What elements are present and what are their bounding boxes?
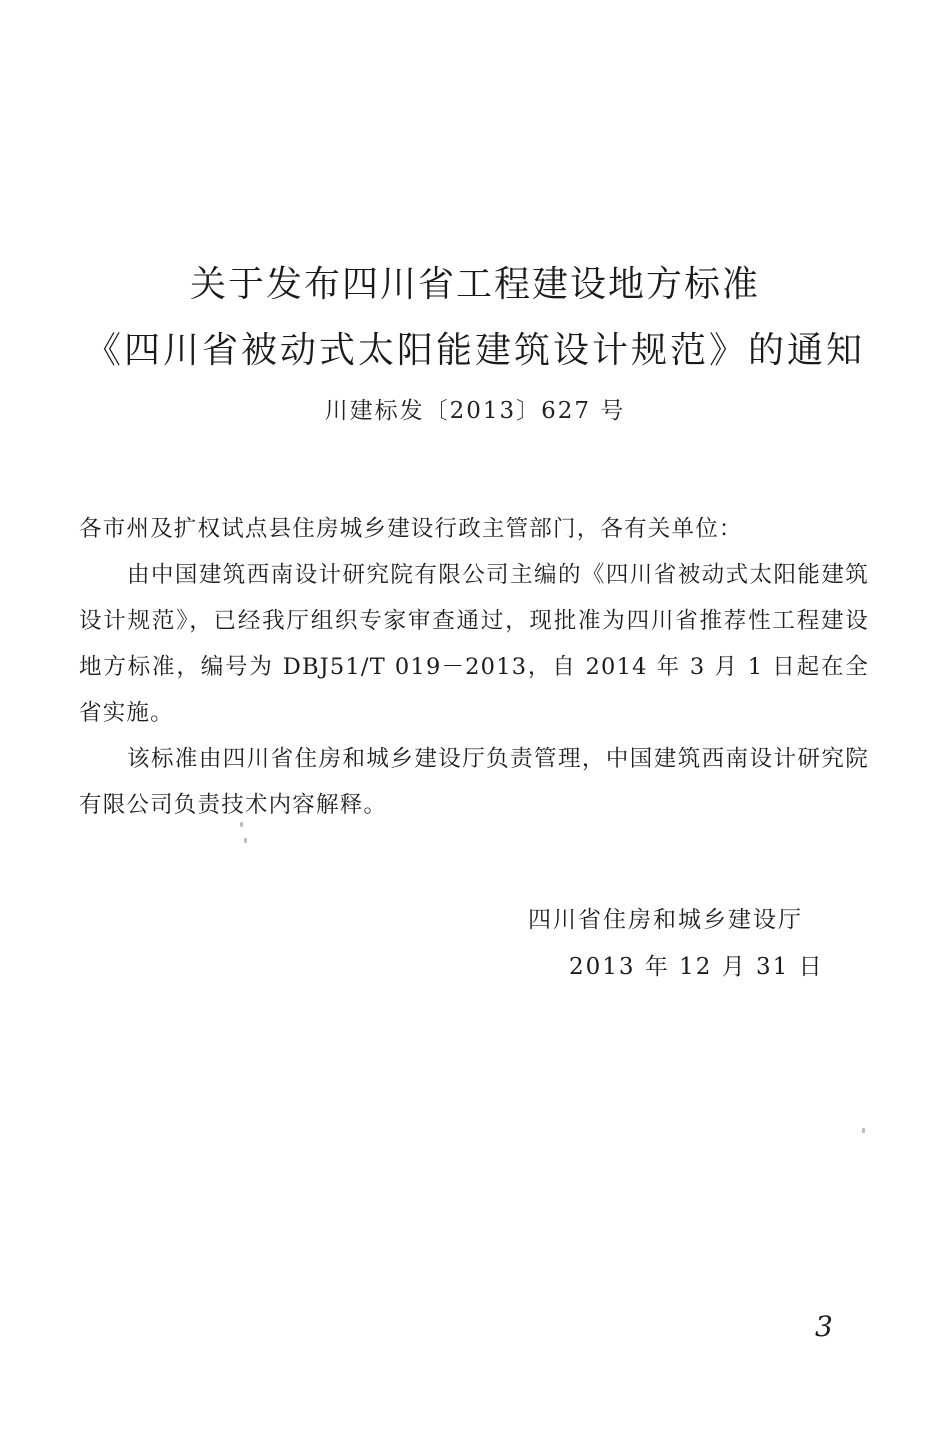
notice-body xyxy=(79,506,869,828)
notice-title-line-1: 关于发布四川省工程建设地方标准 xyxy=(189,264,760,305)
page-number: 3 xyxy=(815,1310,833,1343)
issue-date: 2013 年 12 月 31 日 xyxy=(569,954,824,980)
document-number: 川建标发〔2013〕627 号 xyxy=(324,398,626,424)
paragraph-approval: 由中国建筑西南设计研究院有限公司主编的《四川省被动式太阳能建筑设计规范》，已经我厅组织专家审查通过，现批准为四川省推荐性工程建设地方标准，编号为 DBJ51/T 019－2013，自 2014 年 3 月 1 日起在全省实施。 xyxy=(79,562,869,726)
notice-title-line-2: 《四川省被动式太阳能建筑设计规范》的通知 xyxy=(84,330,865,371)
scan-speck xyxy=(240,822,243,827)
scan-speck xyxy=(244,838,247,843)
scan-speck xyxy=(862,1128,865,1133)
paragraph-management: 该标准由四川省住房和城乡建设厅负责管理，中国建筑西南设计研究院有限公司负责技术内容解释。 xyxy=(79,746,869,818)
issuing-authority: 四川省住房和城乡建设厅 xyxy=(528,907,803,933)
addressee: 各市州及扩权试点县住房城乡建设行政主管部门，各有关单位： xyxy=(79,516,743,542)
